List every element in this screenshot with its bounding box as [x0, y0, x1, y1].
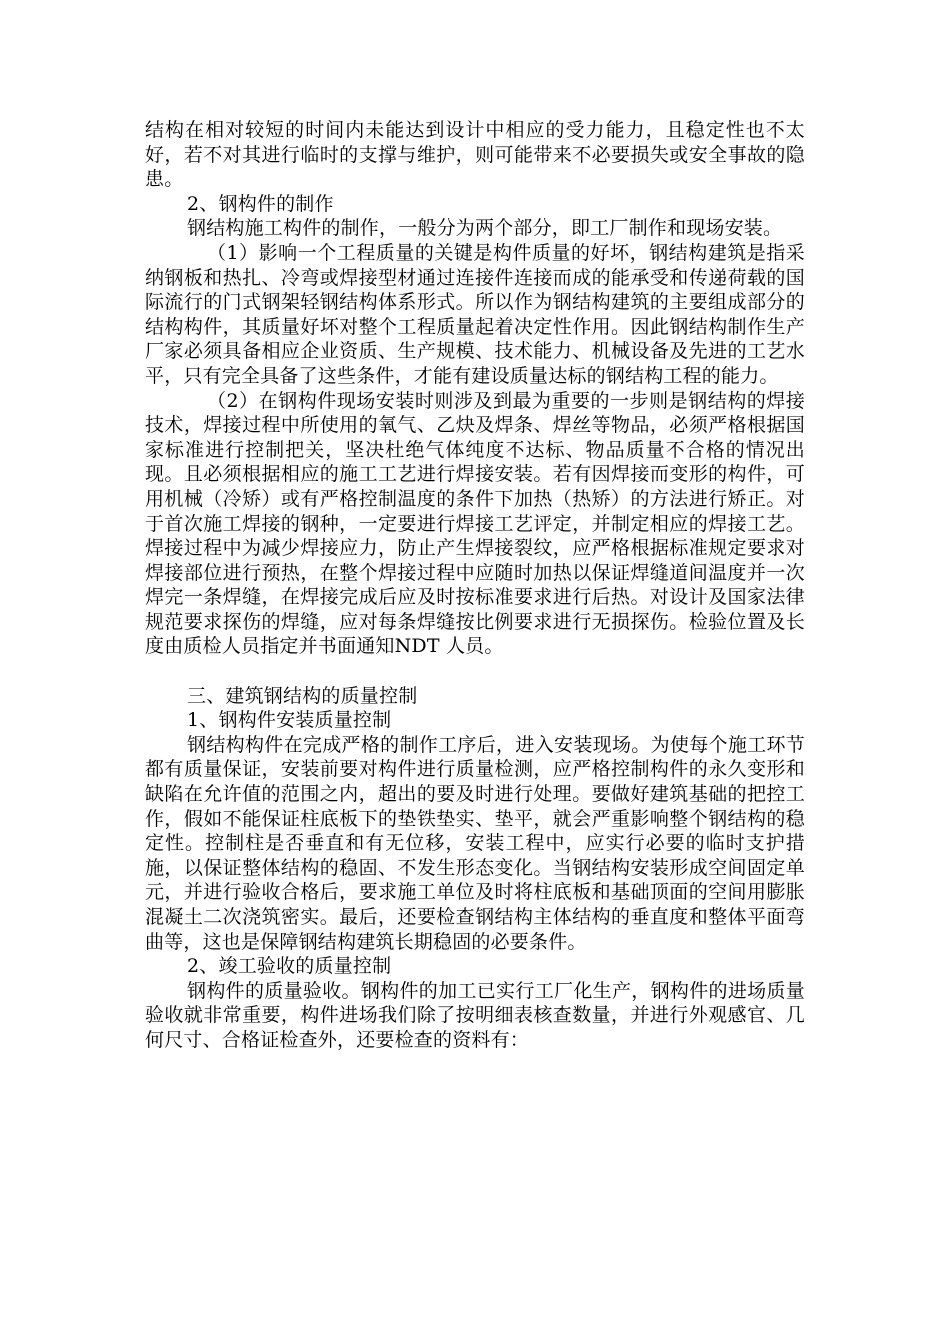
- paragraph-fabrication-item-1: （1）影响一个工程质量的关键是构件质量的好坏，钢结构建筑是指采纳钢板和热扎、冷弯或焊接型材通过连接件连接而成的能承受和传递荷载的国际流行的门式钢架轻钢结构体系形式。所以作为钢结构建筑的主要组成部分的结构构件，其质量好坏对整个工程质量起着决定性作用。因此钢结构制作生产厂家必须具备相应企业资质、生产规模、技术能力、机械设备及先进的工艺水平，只有完全具备了这些条件，才能有建设质量达标的钢结构工程的能力。: [145, 241, 805, 387]
- blank-line: [145, 659, 805, 684]
- section-heading-steel-member-fabrication: 2、钢构件的制作: [187, 192, 334, 215]
- document-page: [145, 118, 805, 1053]
- paragraph-fabrication-intro: 钢结构施工构件的制作，一般分为两个部分，即工厂制作和现场安装。: [187, 217, 783, 240]
- paragraph-installation-quality: 钢结构构件在完成严格的制作工序后，进入安装现场。为使每个施工环节都有质量保证，安装前要对构件进行质量检测，应严格控制构件的永久变形和缺陷在允许值的范围之内，超出的要及时进行处理。要做好建筑基础的把控工作，假如不能保证柱底板下的垫铁垫实、垫平，就会严重影响整个钢结构的稳定性。控制柱是否垂直和有无位移，安装工程中，应实行必要的临时支护措施，以保证整体结构的稳固、不发生形态变化。当钢结构安装形成空间固定单元，并进行验收合格后，要求施工单位及时将柱底板和基础顶面的空间用膨胀混凝土二次浇筑密实。最后，还要检查钢结构主体结构的垂直度和整体平面弯曲等，这也是保障钢结构建筑长期稳固的必要条件。: [145, 733, 805, 953]
- paragraph-intro: 结构在相对较短的时间内未能达到设计中相应的受力能力，且稳定性也不太好，若不对其进行临时的支撑与维护，则可能带来不必要损失或安全事故的隐患。: [145, 119, 805, 191]
- section-heading-acceptance-quality: 2、竣工验收的质量控制: [187, 955, 392, 978]
- paragraph-fabrication-item-2: （2）在钢构件现场安装时则涉及到最为重要的一步则是钢结构的焊接技术，焊接过程中所使用的氧气、乙炔及焊条、焊丝等物品，必须严格根据国家标准进行控制把关，坚决杜绝气体纯度不达标、物品质量不合格的情况出现。且必须根据相应的施工工艺进行焊接安装。若有因焊接而变形的构件，可用机械（冷矫）或有严格控制温度的条件下加热（热矫）的方法进行矫正。对于首次施工焊接的钢种，一定要进行焊接工艺评定，并制定相应的焊接工艺。焊接过程中为减少焊接应力，防止产生焊接裂纹，应严格根据标准规定要求对焊接部位进行预热，在整个焊接过程中应随时加热以保证焊缝道间温度并一次焊完一条焊缝，在焊接完成后应及时按标准要求进行后热。对设计及国家法律规范要求探伤的焊缝，应对每条焊缝按比例要求进行无损探伤。检验位置及长度由质检人员指定并书面通知NDT 人员。: [145, 389, 805, 658]
- paragraph-acceptance-quality: 钢构件的质量验收。钢构件的加工已实行工厂化生产，钢构件的进场质量验收就非常重要，构件进场我们除了按明细表核查数量，并进行外观感官、几何尺寸、合格证检查外，还要检查的资料有：: [145, 979, 805, 1051]
- chapter-heading-quality-control: 三、建筑钢结构的质量控制: [187, 684, 418, 707]
- section-heading-installation-quality: 1、钢构件安装质量控制: [187, 709, 392, 732]
